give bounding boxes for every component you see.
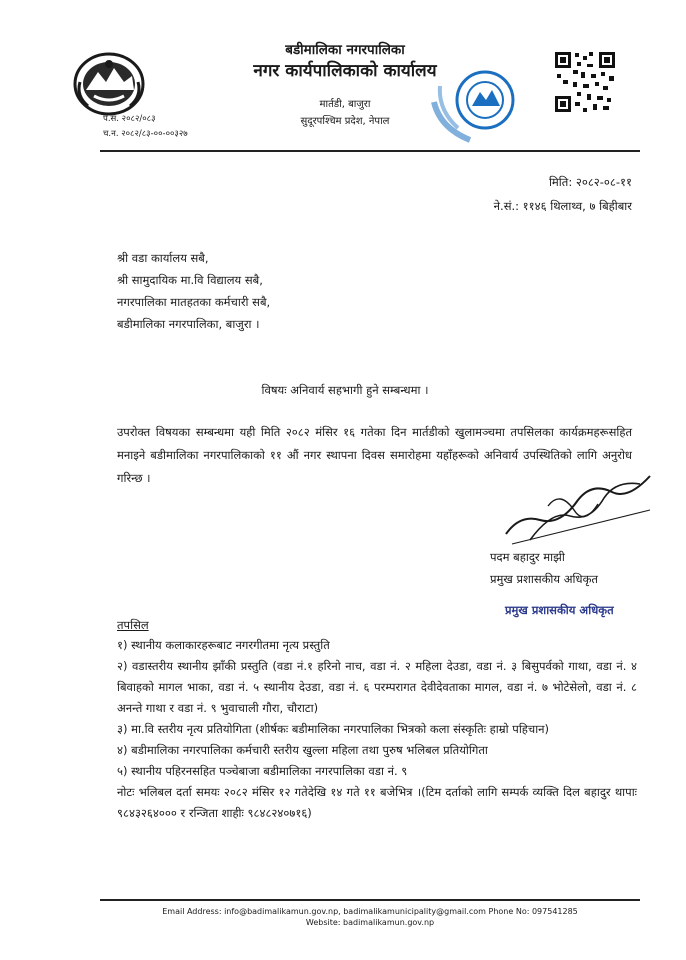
recipient-line: नगरपालिका मातहतका कर्मचारी सबै,	[117, 295, 271, 309]
letter-date: मिति: २०८२-०८-११	[548, 175, 632, 189]
annex-heading: तपसिल	[117, 618, 149, 632]
list-item: २) वडास्तरीय स्थानीय झाँकी प्रस्तुति (वडा नं.१ हरिनो नाच, वडा नं. २ महिला देउडा, वडा नं. ३ बिसुपर्वको गाथा, वडा नं. ४ बिवाहको मागल भाका, वडा नं. ५ स्थानीय देउडा, वडा नं. ६ परम्परागत देवीदेवताका मागल, वडा नं. ७ भोटेसेलो, वडा नं. ८ अनन्ते गाथा र वडा नं. ९ भुवाचाली गौरा, चौराटा)	[117, 659, 637, 715]
office-name: नगर कार्यपालिकाको कार्यालय	[253, 61, 437, 81]
office-location: मार्तडी, बाजुरा	[319, 99, 371, 110]
municipality-name: बडीमालिका नगरपालिका	[285, 42, 405, 58]
annex-list	[117, 635, 637, 824]
recipient-line: श्री वडा कार्यालय सबै,	[117, 251, 209, 265]
signatory-name: पदम बहादुर माझी	[490, 550, 565, 564]
letter-subject: विषयः अनिवार्य सहभागी हुने सम्बन्धमा ।	[261, 383, 429, 397]
list-item: नोटः भलिबल दर्ता समयः २०८२ मंसिर १२ गतेदेखि १४ गते ११ बजेभित्र ।(टिम दर्ताको लागि सम्पर्क व्यक्ति दिल बहादुर थापाः ९८४३२६४००० र रन्जिता शाहीः ९८४८२४०७१६)	[117, 785, 637, 820]
list-item: ४) बडीमालिका नगरपालिका कर्मचारी स्तरीय खुल्ला महिला तथा पुरुष भलिबल प्रतियोगिता	[117, 743, 488, 757]
municipality-logo-icon	[430, 66, 526, 150]
chalani-number: च.न. २०८२/८३-००-००३२७	[103, 129, 188, 139]
recipient-line: श्री सामुदायिक मा.वि विद्यालय सबै,	[117, 273, 263, 287]
official-stamp: प्रमुख प्रशासकीय अधिकृत	[505, 603, 614, 617]
signatory-title: प्रमुख प्रशासकीय अधिकृत	[490, 572, 598, 586]
list-item: ३) मा.वि स्तरीय नृत्य प्रतियोगिता (शीर्षकः बडीमालिका नगरपालिका भित्रको कला संस्कृतिः हाम्रो पहिचान)	[117, 722, 550, 736]
footer-contact: Email Address: info@badimalikamun.gov.np, badimalikamunicipality@gmail.com Phone No: 097541285	[162, 907, 578, 916]
recipient-line: बडीमालिका नगरपालिका, बाजुरा ।	[117, 317, 260, 331]
footer-website: Website: badimalikamun.gov.np	[305, 918, 435, 927]
nepal-sambat-date: ने.सं.: ११४६ थिलाथ्व, ७ बिहीबार	[493, 199, 632, 213]
signature-icon	[500, 470, 660, 548]
list-item: ५) स्थानीय पहिरनसहित पञ्चेबाजा बडीमालिका नगरपालिका वडा नं. ९	[117, 764, 408, 778]
letter-body: उपरोक्त विषयका सम्बन्धमा यही मिति २०८२ मंसिर १६ गतेका दिन मार्तडीको खुलामञ्चमा तपसिलका कार्यक्रमहरूसहित मनाइने बडीमालिका नगरपालिकाको ११ औं नगर स्थापना दिवस समारोहमा यहाँहरूको अनिवार्य उपस्थितिको लागि अनुरोध गरिन्छ ।	[117, 425, 632, 485]
qr-code-icon	[553, 50, 617, 114]
province-name: सुदूरपश्चिम प्रदेश, नेपाल	[300, 116, 390, 127]
footer-divider	[100, 899, 640, 901]
list-item: १) स्थानीय कलाकारहरूबाट नगरगीतमा नृत्य प्रस्तुति	[117, 638, 330, 652]
ref-number: प.स. २०८२/०८३	[103, 114, 156, 124]
header-divider	[100, 150, 640, 152]
nepal-emblem-icon	[72, 52, 146, 116]
